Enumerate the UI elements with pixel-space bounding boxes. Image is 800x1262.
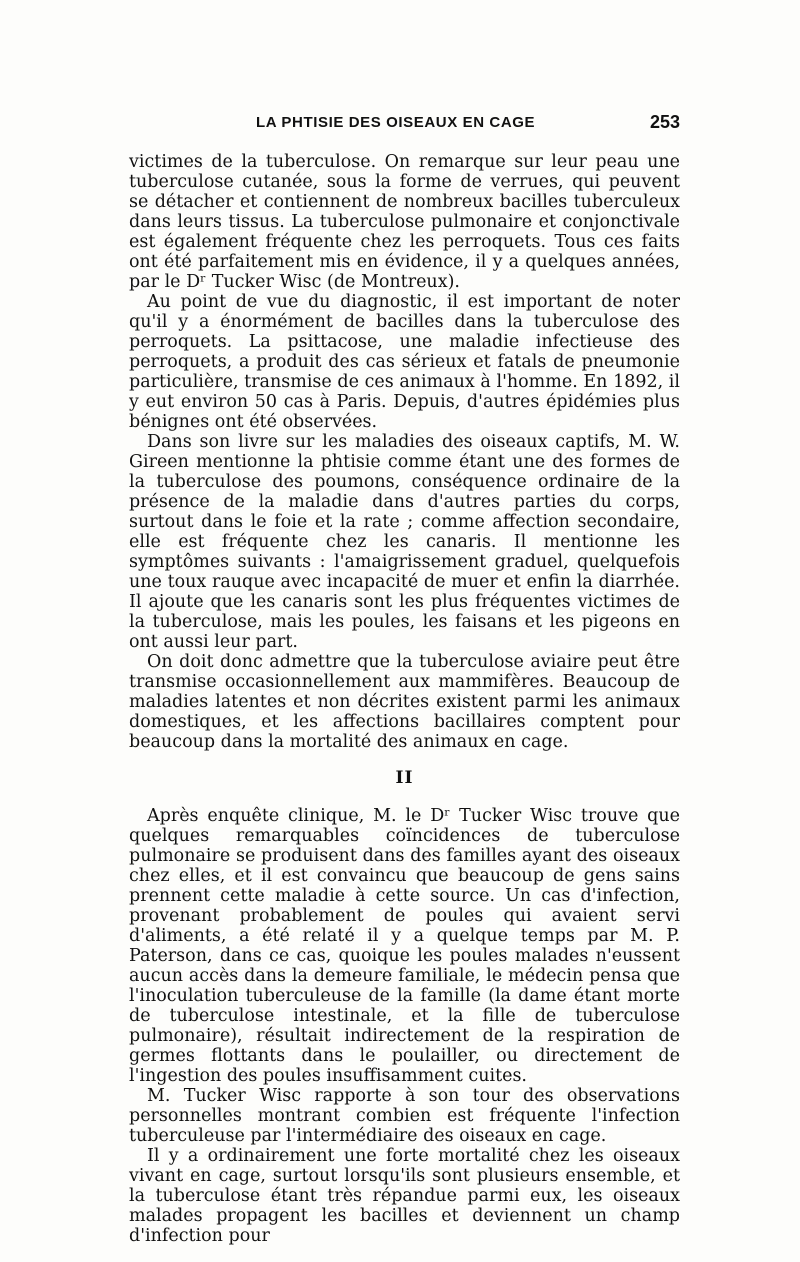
page-header bbox=[130, 112, 680, 138]
paragraph: Après enquête clinique, M. le Dʳ Tucker Wisc trouve que quelques remarquables coïncidences de tuberculose pulmonaire se produisent dans des familles ayant des oiseaux chez elles, et il est convaincu que beaucoup de gens sains prennent cette maladie à cette source. Un cas d'infection, provenant probablement de poules qui avaient servi d'aliments, a été relaté il y a quelque temps par M. P. Paterson, dans ce cas, quoique les poules malades n'eussent aucun accès dans la demeure familiale, le médecin pensa que l'inoculation tuberculeuse de la famille (la dame étant morte de tuberculose intestinale, et la fille de tuberculose pulmonaire), résultait indirectement de la respiration de germes flottants dans le poulailler, ou directement de l'ingestion des poules insuffisamment cuites. bbox=[129, 806, 680, 1086]
paragraph: victimes de la tuberculose. On remarque sur leur peau une tuberculose cutanée, sous la forme de verrues, qui peuvent se détacher et contiennent de nombreux bacilles tuberculeux dans leurs tissus. La tuberculose pulmonaire et conjonctivale est également fréquente chez les perroquets. Tous ces faits ont été parfaitement mis en évidence, il y a quelques années, par le Dʳ Tucker Wisc (de Montreux). bbox=[129, 152, 680, 292]
section-heading: II bbox=[395, 768, 414, 788]
body-text bbox=[129, 152, 680, 1246]
paragraph: Dans son livre sur les maladies des oiseaux captifs, M. W. Gireen mentionne la phtisie comme étant une des formes de la tuberculose des poumons, conséquence ordinaire de la présence de la maladie dans d'autres parties du corps, surtout dans le foie et la rate ; comme affection secondaire, elle est fréquente chez les canaris. Il mentionne les symptômes suivants : l'amaigrissement graduel, quelquefois une toux rauque avec incapacité de muer et enfin la diarrhée. Il ajoute que les canaris sont les plus fréquentes victimes de la tuberculose, mais les poules, les faisans et les pigeons en ont aussi leur part. bbox=[129, 432, 680, 652]
paragraph: Il y a ordinairement une forte mortalité chez les oiseaux vivant en cage, surtout lorsqu'ils sont plusieurs ensemble, et la tuberculose étant très répandue parmi eux, les oiseaux malades propagent les bacilles et deviennent un champ d'infection pour bbox=[129, 1146, 680, 1246]
paragraph: Au point de vue du diagnostic, il est important de noter qu'il y a énormément de bacilles dans la tuberculose des perroquets. La psittacose, une maladie infectieuse des perroquets, a produit des cas sérieux et fatals de pneumonie particulière, transmise de ces animaux à l'homme. En 1892, il y eut environ 50 cas à Paris. Depuis, d'autres épidémies plus bénignes ont été observées. bbox=[129, 292, 680, 432]
page-number: 253 bbox=[649, 112, 680, 132]
paragraph: On doit donc admettre que la tuberculose aviaire peut être transmise occasionnellement aux mammifères. Beaucoup de maladies latentes et non décrites existent parmi les animaux domestiques, et les affections bacillaires comptent pour beaucoup dans la mortalité des animaux en cage. bbox=[129, 652, 680, 752]
paragraph: M. Tucker Wisc rapporte à son tour des observations personnelles montrant combien est fréquente l'infection tuberculeuse par l'intermédiaire des oiseaux en cage. bbox=[129, 1086, 680, 1146]
running-title: LA PHTISIE DES OISEAUX EN CAGE bbox=[256, 114, 536, 131]
